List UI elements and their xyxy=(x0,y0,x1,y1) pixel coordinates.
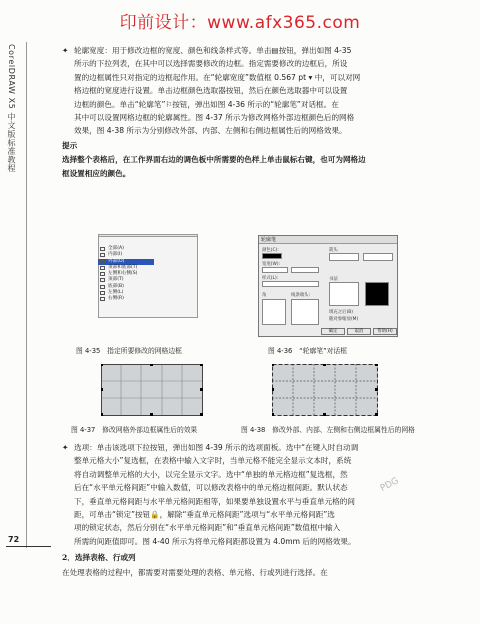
para-line: 格边框的宽度进行设置。单击边框颜色选取器按钮，然后在颜色选取器中可以设置 xyxy=(74,86,348,96)
para-line: 轮廓宽度：用于修改边框的宽度、颜色和线条样式等。单击▤按钮，弹出如图 4-35 xyxy=(74,46,352,55)
dialog-titlebar: 轮廓笔 xyxy=(259,236,397,244)
para-line: 边框的颜色。单击“轮廓笔”⚐按钮，弹出如图 4-36 所示的“轮廓笔”对话框。在 xyxy=(74,99,339,109)
nib-preview xyxy=(365,282,389,306)
line-cap-options xyxy=(291,299,319,325)
help-button: 帮助(H) xyxy=(373,328,397,335)
fig37-table xyxy=(101,364,203,416)
dropdown-item: 内部(I) xyxy=(98,252,154,258)
style-field xyxy=(262,281,319,287)
color-field xyxy=(262,253,282,259)
tip-title: 提示 xyxy=(62,140,78,150)
arrow-end xyxy=(363,253,393,261)
section-subhead: 2．选择表格、行或列 xyxy=(62,553,136,563)
para-line: 其中可以设置网格边框的轮廓属性。图 4-37 所示为修改网格外部边框颜色后的网格 xyxy=(74,113,355,123)
dropdown-item: 顶部和底部(T) xyxy=(98,265,154,271)
width-field xyxy=(262,267,288,273)
body-text xyxy=(62,44,447,181)
dialog-label: 随对象缩放(M) xyxy=(329,317,359,322)
bullet-options xyxy=(62,441,447,548)
corner-options xyxy=(262,299,286,325)
tip-line: 选择整个表格后，在工作界面右边的调色板中所需要的色样上单击鼠标右键，也可为网格边 xyxy=(62,155,366,165)
dropdown-item: 底部(B) xyxy=(98,284,154,290)
dropdown-item: 全部(A) xyxy=(98,246,154,252)
para-line: 效果，图 4-38 所示为分别修改外部、内部、左侧和右侧边框属性后的网格效果。 xyxy=(74,126,347,136)
dialog-label: 线条端头: xyxy=(291,293,311,298)
border-icon xyxy=(100,260,105,264)
para-line: 下，垂直单元格间距与水平单元格间距相等，如果要单独设置水平与垂直单元格的间 xyxy=(74,496,355,506)
site-banner: 印前设计：www.afx365.com xyxy=(119,13,361,33)
cancel-button: 取消 xyxy=(347,328,371,335)
dropdown-item: 顶部(T) xyxy=(98,277,154,283)
border-icon xyxy=(100,278,105,282)
page-rule xyxy=(6,546,51,547)
dialog-label: 样式(L): xyxy=(262,276,279,281)
border-icon xyxy=(100,253,105,257)
book-title: CorelDRAW X5 中文版标准教程 xyxy=(7,44,16,173)
dropdown-item: 外部(O) xyxy=(98,259,154,265)
outline-pen-dialog xyxy=(258,235,398,337)
para-line: 距，可单击“锁定”按钮🔒，解除“垂直单元格间距”选项与“水平单元格间距”选 xyxy=(74,510,335,520)
fig38-table xyxy=(272,364,378,416)
dialog-label: 箭头 xyxy=(329,248,338,253)
calligraphy-fields xyxy=(329,282,359,306)
border-dropdown-list xyxy=(98,246,154,303)
para-line: 所需的间距值即可。图 4-40 所示为将单元格间距都设置为 4.0mm 后的网格效果。 xyxy=(74,536,356,546)
side-rule xyxy=(26,42,27,548)
border-icon xyxy=(100,297,105,301)
dialog-label: 角 xyxy=(262,293,267,298)
fig38-grid-lines xyxy=(272,364,378,416)
border-icon xyxy=(100,285,105,289)
dropdown-item: 左侧和右侧(S) xyxy=(98,271,154,277)
para-line: 在处理表格的过程中，都需要对需要处理的表格、单元格、行或列进行选择。在 xyxy=(62,567,328,577)
border-icon xyxy=(100,247,105,251)
para-line: 所示的下拉列表，在其中可以选择需要修改的边框。指定需要修改的边框后，所设 xyxy=(74,59,348,69)
para-line: 置的边框属性只对指定的边框起作用。在“轮廓宽度”数值框 0.567 pt ▾ 中，可以对网 xyxy=(74,72,361,82)
para-line: 将自动调整单元格的大小，以完全显示文字。选中“单独的单元格边框”复选框，然 xyxy=(74,469,348,479)
border-icon xyxy=(100,291,105,295)
watermark: PDG xyxy=(378,476,401,494)
dropdown-item: 右侧(R) xyxy=(98,296,154,302)
para-line: 项的锁定状态，然后分别在“水平单元格间距”和“垂直单元格间距”数值框中输入 xyxy=(74,523,341,533)
fig37-caption: 图 4-37 修改网格外部边框属性后的效果 xyxy=(71,426,198,434)
fig38-caption: 图 4-38 修改外部、内部、左侧和右侧边框属性后的网格 xyxy=(241,426,415,434)
fig37-grid-lines xyxy=(101,364,203,416)
para-line: 整单元格大小”复选框，在表格中输入文字时，当单元格不能完全显示文本时，系统 xyxy=(74,456,352,466)
bullet-outline-width xyxy=(62,44,447,138)
dialog-label: 颜色(C): xyxy=(262,248,279,253)
tip-body xyxy=(62,153,447,180)
unit-field xyxy=(291,267,319,273)
arrow-start xyxy=(329,253,359,261)
tip-line: 框设置相应的颜色。 xyxy=(62,168,131,178)
para-line: 选项：单击该选项下拉按钮，弹出如图 4-39 所示的选项面板。选中“在键入时自动调 xyxy=(74,443,359,452)
para-line: 后在“水平单元格间距”中输入数值，可以修改表格中的单元格边框间距。默认状态 xyxy=(74,483,348,493)
dialog-label: 书法 xyxy=(329,277,338,282)
page-number: 72 xyxy=(8,535,20,544)
dropdown-item: 左侧(L) xyxy=(98,290,154,296)
body-text-lower xyxy=(62,441,447,580)
bullet-mark: ✦ xyxy=(62,443,69,452)
book-title-tab xyxy=(6,44,24,194)
dialog-label: 宽度(W): xyxy=(262,262,281,267)
bullet-mark: ✦ xyxy=(62,46,69,55)
fig35-caption: 图 4-35 指定所要修改的网格边框 xyxy=(76,347,182,355)
ok-button: 确定 xyxy=(321,328,345,335)
border-icon xyxy=(100,266,105,270)
dialog-label: 填充之后(B) xyxy=(329,310,354,315)
border-icon xyxy=(100,272,105,276)
fig36-caption: 图 4-36 “轮廓笔”对话框 xyxy=(268,347,348,355)
